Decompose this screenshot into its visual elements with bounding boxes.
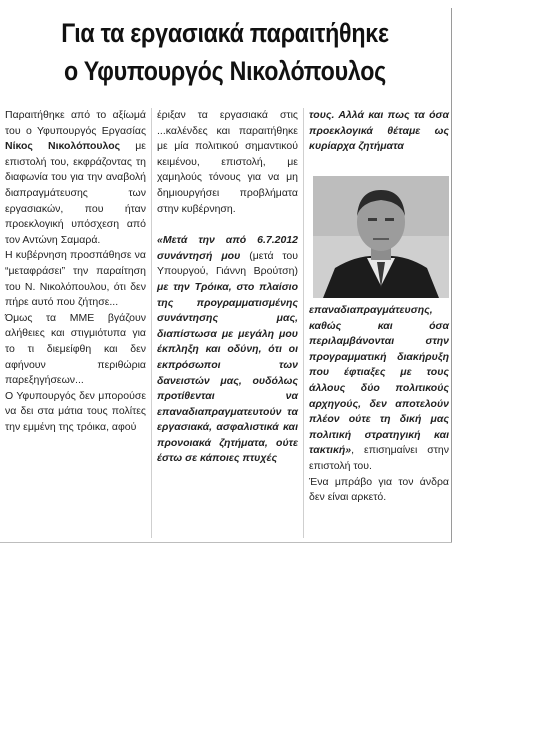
quote-continuation: τους. Αλλά και πως τα όσα προεκλογικά θέταμε ως κυρίαρχα ζητήματα xyxy=(309,109,449,153)
clipping-edge xyxy=(451,8,452,543)
headline-line-2: ο Υφυπουργός Νικολόπουλος xyxy=(64,56,386,86)
article-column-3-top xyxy=(309,108,449,155)
clipping-edge xyxy=(0,542,452,543)
article-column-3-bottom xyxy=(309,303,449,506)
paragraph: Ένα μπράβο για τον άνδρα δεν είναι αρκετό. xyxy=(309,475,449,504)
column-divider xyxy=(151,108,152,538)
paragraph: Η κυβέρνηση προσπάθησε να “μεταφράσει” την παραίτηση του Ν. Νικολόπουλου, ότι δεν πήρε αυτό που ζήτησε... xyxy=(5,249,146,309)
paragraph: Όμως τα ΜΜΕ βγάζουν αλήθειες και στιγμιότυπα για το τι διεμείφθη και δεν αφήνουν περιθώρια παρεξηγήσεων... xyxy=(5,311,146,387)
paragraph: έριξαν τα εργασιακά στις ...καλένδες και παραιτήθηκε με μία πολιτικού σημαντικού κειμένου, επιστολή, με χαμηλούς τόνους για να μη δημιουργήσει προβλήματα στην κυβέρνηση. xyxy=(157,109,298,215)
article-headline xyxy=(32,14,419,90)
minister-name: Νίκος Νικολόπουλος xyxy=(5,140,121,153)
paragraph: Ο Υφυπουργός δεν μπορούσε να δει στα μάτια τους πολίτες την εμμένη της τρόικα, αφού xyxy=(5,389,146,433)
minister-photo xyxy=(313,176,449,298)
paragraph: Παραιτήθηκε από το αξίωμά του ο Υφυπουργός Εργασίας Νίκος Νικολόπουλος με επιστολή του, εκφράζοντας τη διαφωνία του για την αναβολή διαπραγμάτευσης των εργασιακών, που ήταν προεκλογική υπόσχεση από τον Αντώνη Σαμαρά. xyxy=(5,109,146,246)
column-divider xyxy=(303,108,304,538)
portrait-image xyxy=(313,176,449,298)
article-column-1 xyxy=(5,108,146,435)
quote-continuation: επαναδιαπραγμάτευσης, καθώς και όσα περιλαμβάνονται στην προγραμματική διακήρυξη που έφτιαξες με τους άλλους δύο πολιτικούς αρχηγούς, δεν αποτελούν πλέον ούτε τη δική μας πολιτική στρατηγική και τακτική», επισημαίνει στην επιστολή του. xyxy=(309,304,449,472)
letter-quote: «Μετά την από 6.7.2012 συνάντησή μου (μετά του Υπουργού, Γιάννη Βρούτση) με την Τρόικα, στο πλαίσιο της προγραμματισμένης συνάντησης μας, διαπίστωσα με μεγάλη μου έκπληξη και οδύνη, ότι οι εκπρόσωποι των δανειστών μας, ουδόλως προτίθενται να επαναδιαπραγματευτούν τα εργασιακά, ασφαλιστικά και προνοιακά ζητήματα, ούτε έστω σε κάποιες πτυχές xyxy=(157,234,298,465)
headline-line-1: Για τα εργασιακά παραιτήθηκε xyxy=(61,18,389,48)
article-column-2 xyxy=(157,108,298,467)
